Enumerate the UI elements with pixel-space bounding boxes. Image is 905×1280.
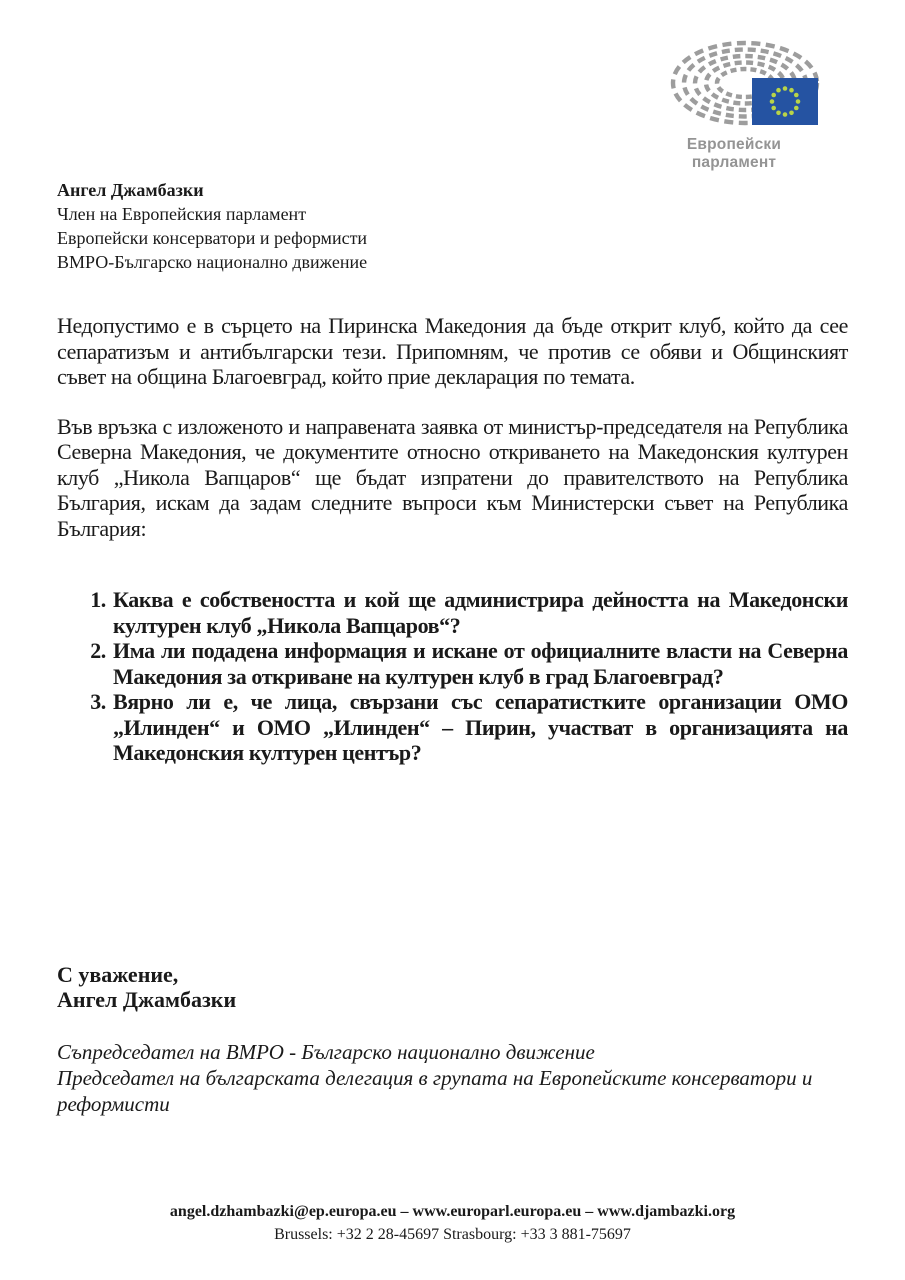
closing-block — [57, 962, 848, 1013]
footer-contacts-line: angel.dzhambazki@ep.europa.eu – www.europarl.europa.eu – www.djambazki.org — [169, 1203, 736, 1220]
closing-titles — [57, 1039, 848, 1117]
sender-block — [57, 178, 848, 274]
logo-caption: Европейски парламент — [686, 136, 782, 171]
paragraph-2: Във връзка с изложеното и направената заявка от министър-председателя на Република Северна Македония, че документите относно откриването на Македонския културен клуб „Никола Вапцаров“ ще бъдат изпратени до правителството на Република България, искам да задам следните въпроси към Министерски съвет на Република България: — [57, 413, 848, 541]
sender-group: Европейски консерватори и реформисти — [57, 228, 368, 248]
closing-salutation: С уважение, — [57, 961, 179, 987]
questions-list — [57, 587, 848, 766]
sender-party: ВМРО-Българско национално движение — [57, 252, 368, 272]
letter-body — [57, 0, 848, 1117]
closing-name: Ангел Джамбазки — [57, 987, 237, 1012]
letter-footer — [0, 1200, 905, 1246]
closing-title-2: Председател на българската делегация в групата на Европейските консерватори и реформисти — [57, 1065, 813, 1116]
question-item-1: 1. Каква е собствеността и кой ще администрира дейността на Македонски културен клуб „Никола Вапцаров“? — [111, 587, 848, 638]
footer-phones-line: Brussels: +32 2 28-45697 Strasbourg: +33 3 881-75697 — [274, 1226, 631, 1243]
sender-role: Член на Европейския парламент — [57, 204, 307, 224]
sender-name: Ангел Джамбазки — [57, 180, 204, 200]
closing-title-1: Съпредседател на ВМРО - Българско национално движение — [57, 1039, 595, 1064]
question-item-3: 3. Вярно ли е, че лица, свързани със сепаратистките организации ОМО „Илинден“ и ОМО „Илинден“ – Пирин, участват в организацията на Македонския културен център? — [111, 689, 848, 766]
paragraph-1: Недопустимо е в сърцето на Пиринска Македония да бъде открит клуб, който да сее сепаратизъм и антибългарски тези. Припомням, че против се обяви и Общинският съвет на община Благоевград, който прие декларация по темата. — [57, 313, 848, 389]
question-item-2: 2. Има ли подадена информация и искане от официалните власти на Северна Македония за откриване на културен клуб в град Благоевград? — [111, 638, 848, 689]
